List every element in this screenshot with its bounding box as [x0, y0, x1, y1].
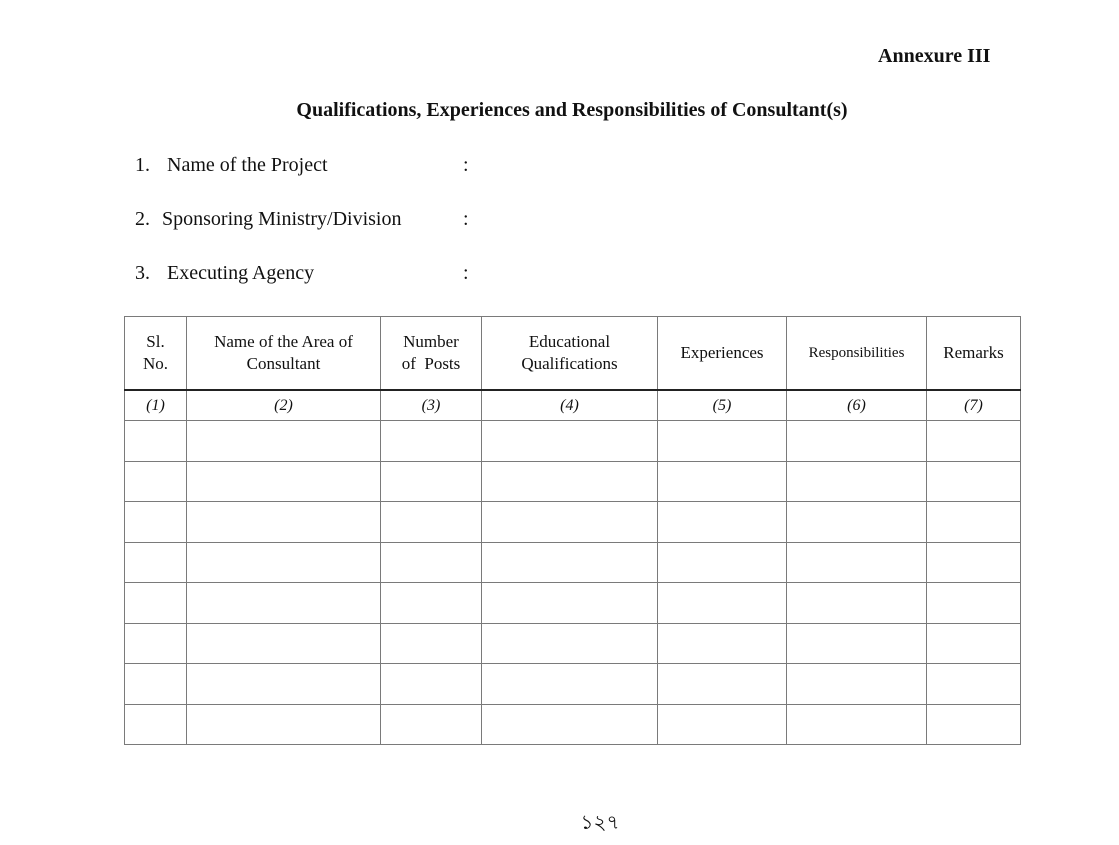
table-cell[interactable] [187, 623, 381, 664]
table-cell[interactable] [787, 542, 927, 583]
table-cell[interactable] [482, 542, 658, 583]
table-cell[interactable] [125, 623, 187, 664]
table-cell[interactable] [381, 461, 482, 502]
column-number: (5) [658, 390, 787, 421]
table-cell[interactable] [381, 583, 482, 624]
table-cell[interactable] [125, 461, 187, 502]
column-number: (2) [187, 390, 381, 421]
table-cell[interactable] [381, 623, 482, 664]
table-row [125, 583, 1021, 624]
table-row [125, 623, 1021, 664]
table-cell[interactable] [381, 421, 482, 462]
annexure-label: Annexure III [878, 45, 991, 67]
table-cell[interactable] [787, 461, 927, 502]
header-sl-no: Sl. No. [125, 317, 187, 391]
table-cell[interactable] [658, 502, 787, 543]
table-cell[interactable] [658, 664, 787, 705]
table-cell[interactable] [125, 583, 187, 624]
field-executing-agency [135, 262, 469, 285]
table-cell[interactable] [482, 583, 658, 624]
field-label: Executing Agency [167, 262, 315, 284]
column-number: (1) [125, 390, 187, 421]
table-cell[interactable] [482, 623, 658, 664]
table-cell[interactable] [482, 664, 658, 705]
field-number: 1. [135, 154, 150, 176]
table-cell[interactable] [381, 542, 482, 583]
header-experiences: Experiences [658, 317, 787, 391]
table-cell[interactable] [787, 664, 927, 705]
table-cell[interactable] [482, 704, 658, 745]
table-cell[interactable] [927, 542, 1021, 583]
field-separator: : [463, 208, 469, 230]
table-row [125, 461, 1021, 502]
table-cell[interactable] [187, 704, 381, 745]
table-cell[interactable] [658, 623, 787, 664]
table-body [125, 421, 1021, 745]
table-row [125, 502, 1021, 543]
table-cell[interactable] [927, 502, 1021, 543]
page-number: ১২৭ [580, 810, 620, 834]
table-cell[interactable] [187, 664, 381, 705]
table-cell[interactable] [187, 502, 381, 543]
table-cell[interactable] [482, 502, 658, 543]
table-cell[interactable] [787, 583, 927, 624]
table-cell[interactable] [787, 502, 927, 543]
table-cell[interactable] [381, 704, 482, 745]
header-educational-qualifications: Educational Qualifications [482, 317, 658, 391]
column-number: (6) [787, 390, 927, 421]
table-cell[interactable] [658, 704, 787, 745]
table-cell[interactable] [125, 421, 187, 462]
table-cell[interactable] [125, 502, 187, 543]
table-row [125, 542, 1021, 583]
field-sponsoring-ministry [135, 208, 469, 231]
table-cell[interactable] [927, 704, 1021, 745]
table-cell[interactable] [125, 664, 187, 705]
table-cell[interactable] [927, 623, 1021, 664]
column-number: (7) [927, 390, 1021, 421]
table-cell[interactable] [658, 542, 787, 583]
consultant-table [124, 316, 1021, 745]
field-number: 2. [135, 208, 150, 230]
header-responsibilities: Responsibilities [787, 317, 927, 391]
column-number-row [125, 390, 1021, 421]
table-cell[interactable] [482, 461, 658, 502]
table-cell[interactable] [187, 542, 381, 583]
table-cell[interactable] [187, 461, 381, 502]
field-label: Name of the Project [167, 154, 328, 176]
table-row [125, 421, 1021, 462]
table-cell[interactable] [927, 583, 1021, 624]
table-cell[interactable] [125, 542, 187, 583]
table-cell[interactable] [787, 704, 927, 745]
header-area-of-consultant: Name of the Area of Consultant [187, 317, 381, 391]
header-remarks: Remarks [927, 317, 1021, 391]
field-separator: : [463, 154, 469, 176]
table-cell[interactable] [381, 664, 482, 705]
table-cell[interactable] [787, 623, 927, 664]
document-title: Qualifications, Experiences and Responsibilities of Consultant(s) [296, 99, 848, 121]
table-cell[interactable] [187, 421, 381, 462]
table-row [125, 704, 1021, 745]
column-number: (3) [381, 390, 482, 421]
table-cell[interactable] [927, 664, 1021, 705]
field-number: 3. [135, 262, 150, 284]
table-cell[interactable] [927, 421, 1021, 462]
table-cell[interactable] [658, 583, 787, 624]
table-cell[interactable] [658, 421, 787, 462]
table-cell[interactable] [927, 461, 1021, 502]
table-cell[interactable] [187, 583, 381, 624]
table-cell[interactable] [125, 704, 187, 745]
field-label: Sponsoring Ministry/Division [162, 208, 402, 230]
table-cell[interactable] [381, 502, 482, 543]
table-header-row [125, 317, 1021, 391]
table-cell[interactable] [658, 461, 787, 502]
table-row [125, 664, 1021, 705]
table-cell[interactable] [482, 421, 658, 462]
header-number-of-posts: Number of Posts [381, 317, 482, 391]
column-number: (4) [482, 390, 658, 421]
table-cell[interactable] [787, 421, 927, 462]
field-project-name [135, 154, 469, 177]
field-separator: : [463, 262, 469, 284]
